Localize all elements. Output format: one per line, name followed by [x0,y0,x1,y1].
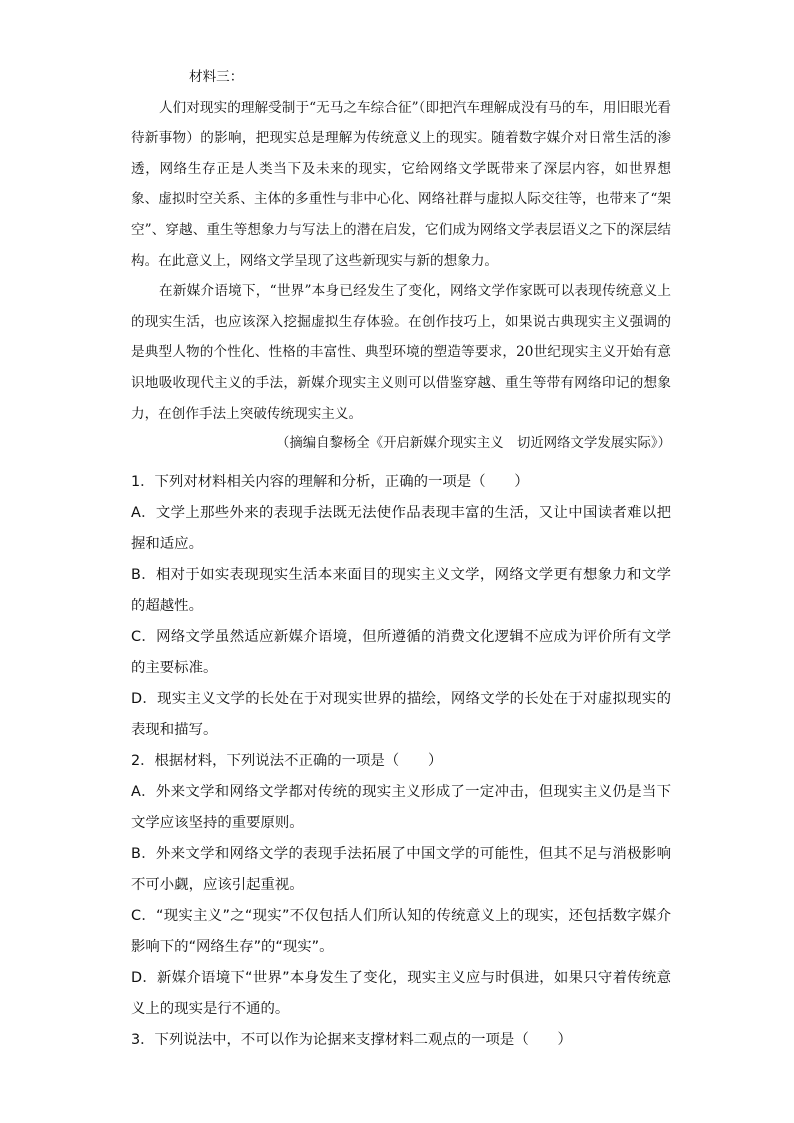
questions-section [131,467,671,1056]
question-3-stem: 3．下列说法中，不可以作为论据来支撑材料二观点的一项是（ ） [131,1032,572,1048]
question-2-option-b: B．外来文学和网络文学的表现手法拓展了中国文学的可能性，但其不足与消极影响不可小觑，应该引起重视。 [131,846,671,893]
question-1-option-b: B．相对于如实表现现实生活本来面目的现实主义文学，网络文学更有想象力和文学的超越性。 [131,567,671,614]
material-source: （摘编自黎杨全《开启新媒介现实主义 切近网络文学发展实际》） [275,436,671,452]
question-2-option-a: A．外来文学和网络文学都对传统的现实主义形成了一定冲击，但现实主义仍是当下文学应该坚持的重要原则。 [131,784,671,831]
question-1-option-d: D．现实主义文学的长处在于对现实世界的描绘，网络文学的长处在于对虚拟现实的表现和描写。 [131,691,671,738]
question-2-option-c: C．“现实主义”之“现实”不仅包括人们所认知的传统意义上的现实，还包括数字媒介影响下的“网络生存”的“现实”。 [131,908,671,955]
material-paragraph-2: 在新媒介语境下，“世界”本身已经发生了变化，网络文学作家既可以表现传统意义上的现实生活，也应该深入挖掘虚拟生存体验。在创作技巧上，如果说古典现实主义强调的是典型人物的个性化、性格的丰富性、典型环境的塑造等要求，20世纪现实主义开始有意识地吸收现代主义的手法，新媒介现实主义则可以借鉴穿越、重生等带有网络印记的想象力，在创作手法上突破传统现实主义。 [131,283,671,422]
material-paragraph-1: 人们对现实的理解受制于“无马之车综合征”（即把汽车理解成没有马的车，用旧眼光看待新事物）的影响，把现实总是理解为传统意义上的现实。随着数字媒介对日常生活的渗透，网络生存正是人类当下及未来的现实，它给网络文学既带来了深层内容，如世界想象、虚拟时空关系、主体的多重性与非中心化、网络社群与虚拟人际交往等，也带来了“架空”、穿越、重生等想象力与写法上的潜在启发，它们成为网络文学表层语义之下的深层结构。在此意义上，网络文学呈现了这些新现实与新的想象力。 [131,99,671,269]
question-1-option-c: C．网络文学虽然适应新媒介语境，但所遵循的消费文化逻辑不应成为评价所有文学的主要标准。 [131,629,671,676]
question-1-stem: 1．下列对材料相关内容的理解和分析，正确的一项是（ ） [131,474,529,490]
material-section [131,62,671,460]
question-2-option-d: D．新媒介语境下“世界”本身发生了变化，现实主义应与时俱进，如果只守着传统意义上的现实是行不通的。 [131,970,671,1017]
material-heading: 材料三： [189,69,244,85]
question-1-option-a: A．文学上那些外来的表现手法既无法使作品表现丰富的生活，又让中国读者难以把握和适应。 [131,505,671,552]
question-2-stem: 2．根据材料，下列说法不正确的一项是（ ） [131,753,443,769]
